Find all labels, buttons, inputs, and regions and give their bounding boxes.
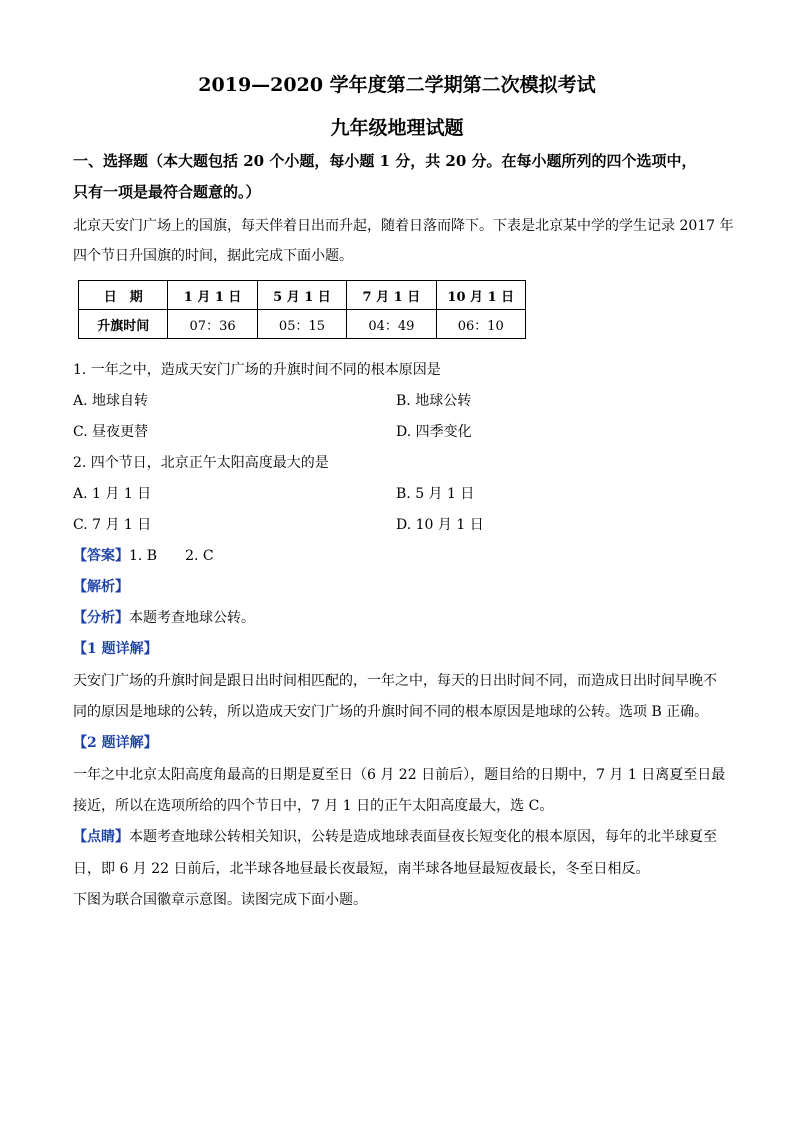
q1-option-a[interactable]: A. 地球自转 xyxy=(73,393,149,409)
answer-line xyxy=(73,545,214,565)
detail-1-line1: 天安门广场的升旗时间是跟日出时间相匹配的，一年之中，每天的日出时间不同，而造成日出时间早晚不 xyxy=(73,673,717,689)
exam-subtitle: 九年级地理试题 xyxy=(330,117,464,139)
table-row-dates xyxy=(79,281,526,310)
flag-raising-table xyxy=(78,280,526,339)
q2-option-a[interactable]: A. 1 月 1 日 xyxy=(73,486,152,502)
table-cell-time: 06：10 xyxy=(436,310,525,339)
q2-option-b[interactable]: B. 5 月 1 日 xyxy=(396,486,475,502)
detail-1-label: 【1 题详解】 xyxy=(73,641,158,657)
table-header-date: 日 期 xyxy=(79,281,168,310)
answer-label: 【答案】 xyxy=(73,548,129,564)
table-header-time: 升旗时间 xyxy=(79,310,168,339)
dianjing-text-1: 本题考查地球公转相关知识，公转是造成地球表面昼夜长短变化的根本原因，每年的北半球夏至 xyxy=(129,829,717,845)
fenxi-label: 【分析】 xyxy=(73,610,129,626)
table-row-times xyxy=(79,310,526,339)
analysis-label: 【解析】 xyxy=(73,579,129,595)
table-cell-date: 7 月 1 日 xyxy=(347,281,436,310)
table-cell-time: 07：36 xyxy=(168,310,257,339)
dianjing-line1 xyxy=(73,826,717,846)
analysis-heading xyxy=(73,576,129,596)
detail-1-line2: 同的原因是地球的公转，所以造成天安门广场的升旗时间不同的根本原因是地球的公转。选项 B 正确。 xyxy=(73,704,709,720)
detail-2-label: 【2 题详解】 xyxy=(73,735,158,751)
answer-text: 1. B 2. C xyxy=(129,548,214,564)
table-cell-time: 05：15 xyxy=(257,310,346,339)
q2-option-c[interactable]: C. 7 月 1 日 xyxy=(73,517,152,533)
intro-line2: 四个节日升国旗的时间，据此完成下面小题。 xyxy=(73,248,353,264)
q1-option-c[interactable]: C. 昼夜更替 xyxy=(73,424,149,440)
detail-2-heading xyxy=(73,732,158,752)
dianjing-line2: 日，即 6 月 22 日前后，北半球各地昼最长夜最短，南半球各地昼最短夜最长，冬至日相反。 xyxy=(73,861,650,877)
dianjing-label: 【点睛】 xyxy=(73,829,129,845)
detail-2-line2: 接近，所以在选项所给的四个节日中，7 月 1 日的正午太阳高度最大，选 C。 xyxy=(73,798,554,814)
q2-option-d[interactable]: D. 10 月 1 日 xyxy=(396,517,484,533)
question-1-stem: 1. 一年之中，造成天安门广场的升旗时间不同的根本原因是 xyxy=(73,362,441,378)
question-2-stem: 2. 四个节日，北京正午太阳高度最大的是 xyxy=(73,455,329,471)
section-heading-line2: 只有一项是最符合题意的。） xyxy=(73,183,261,201)
section-heading-line1: 一、选择题（本大题包括 20 个小题，每小题 1 分，共 20 分。在每小题所列的四个选项中， xyxy=(73,152,697,170)
table-cell-date: 5 月 1 日 xyxy=(257,281,346,310)
q1-option-d[interactable]: D. 四季变化 xyxy=(396,424,472,440)
next-question-intro: 下图为联合国徽章示意图。读图完成下面小题。 xyxy=(73,892,367,908)
detail-1-heading xyxy=(73,638,158,658)
fenxi-text: 本题考查地球公转。 xyxy=(129,610,255,626)
exam-title: 2019—2020 学年度第二学期第二次模拟考试 xyxy=(198,74,596,96)
table-cell-date: 1 月 1 日 xyxy=(168,281,257,310)
fenxi-line xyxy=(73,607,255,627)
intro-line1: 北京天安门广场上的国旗，每天伴着日出而升起，随着日落而降下。下表是北京某中学的学生记录 2017 年 xyxy=(73,218,734,234)
q1-option-b[interactable]: B. 地球公转 xyxy=(396,393,472,409)
table-cell-time: 04：49 xyxy=(347,310,436,339)
table-cell-date: 10 月 1 日 xyxy=(436,281,525,310)
detail-2-line1: 一年之中北京太阳高度角最高的日期是夏至日（6 月 22 日前后），题目给的日期中，7 月 1 日离夏至日最 xyxy=(73,767,726,783)
